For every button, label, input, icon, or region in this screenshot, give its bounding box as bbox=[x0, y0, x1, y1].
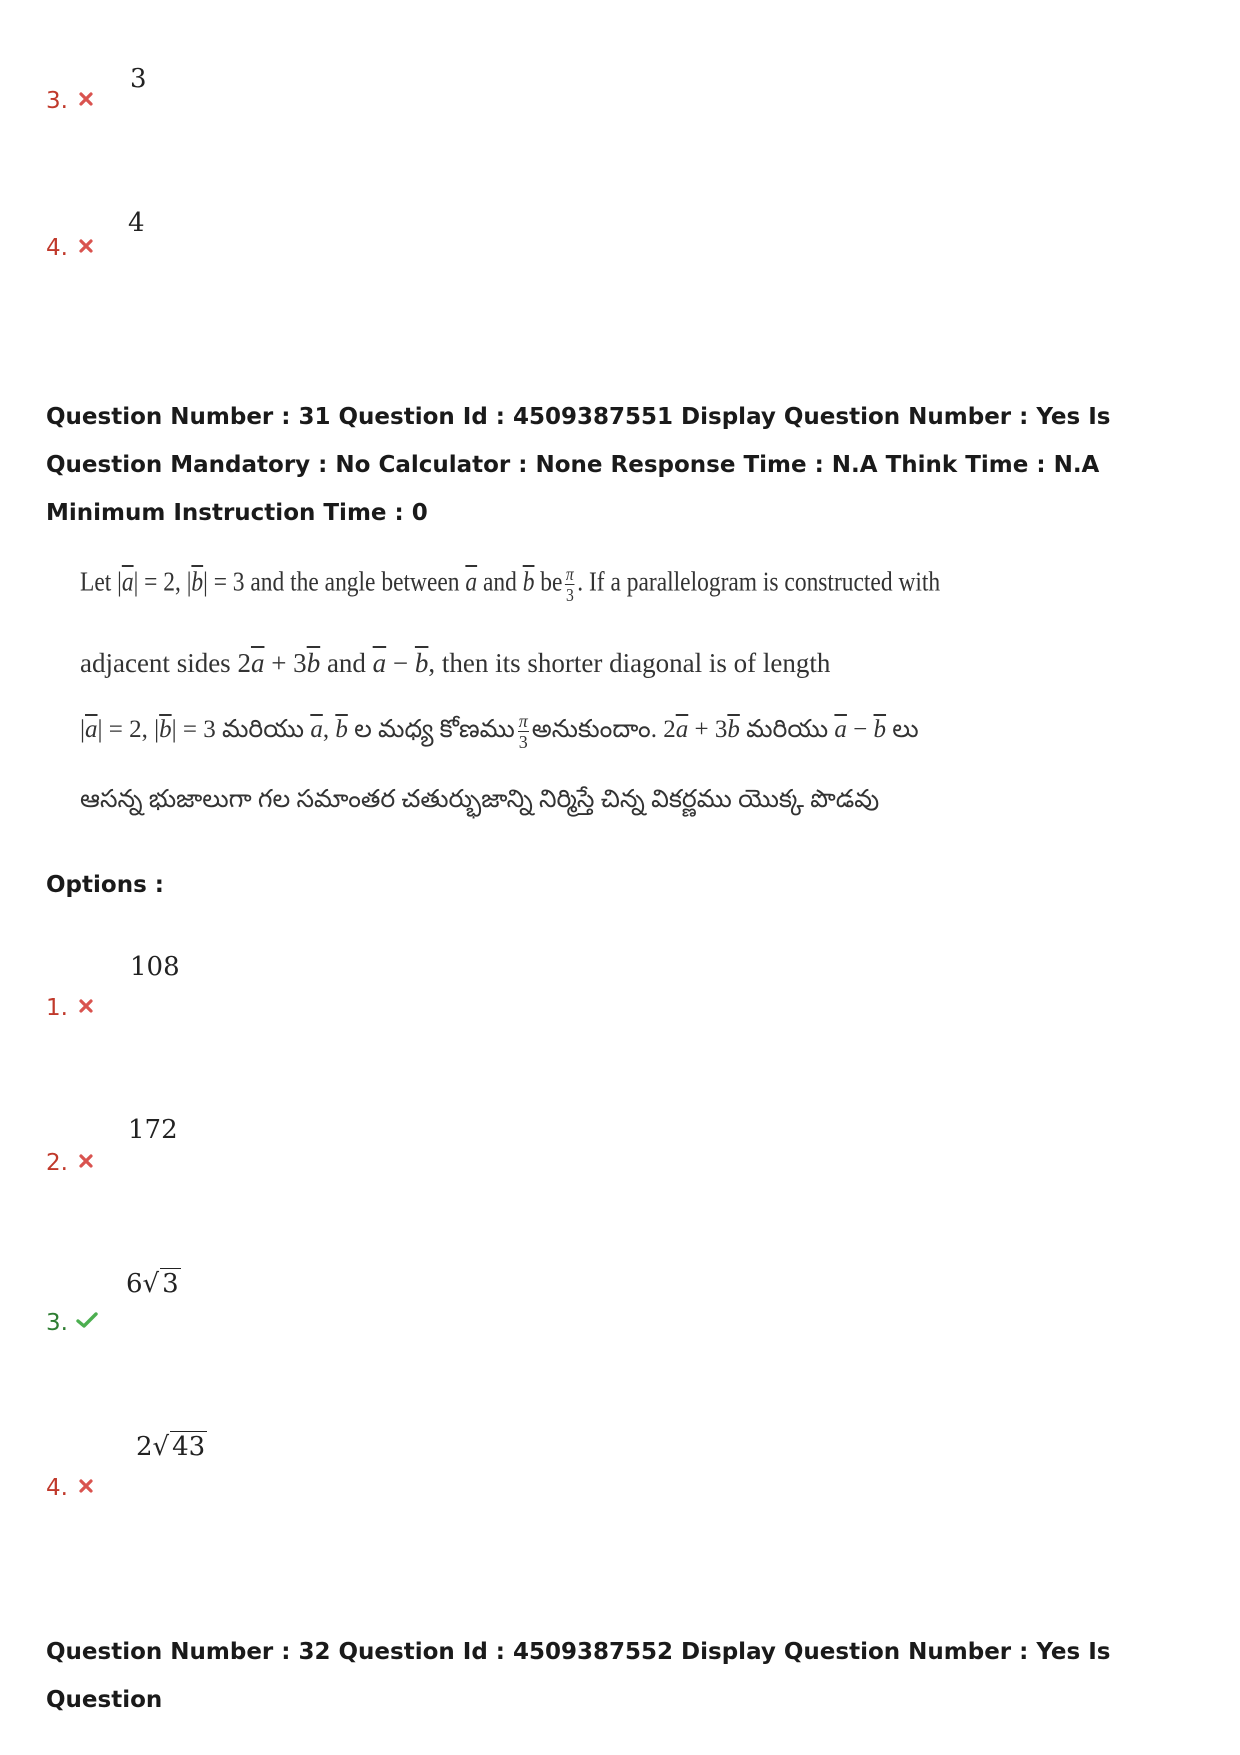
option-4 bbox=[46, 1430, 646, 1580]
options-label: Options : bbox=[46, 872, 164, 898]
option-1 bbox=[46, 950, 646, 1100]
question-text-en-line1: Let $|\overline{a}| = 2$, $|\overline{b}| = 3$ and the angle between $\overline{a}$ and $\overline{b}$ be $\frac{\pi}{3}$ . If a parallelogram is constructed with bbox=[80, 564, 941, 605]
option-value: 172 bbox=[128, 1115, 178, 1145]
check-icon bbox=[76, 1311, 98, 1329]
prev-option-4 bbox=[46, 195, 646, 345]
option-value: 4 bbox=[128, 208, 145, 238]
fraction-pi-over-3: $\frac{\pi}{3}$ bbox=[565, 564, 574, 605]
option-number: 3. bbox=[46, 88, 68, 114]
option-number: 4. bbox=[46, 1475, 68, 1501]
option-number: 4. bbox=[46, 235, 68, 261]
option-value: 2√ 43 bbox=[136, 1432, 206, 1462]
cross-icon bbox=[78, 238, 94, 254]
cross-icon bbox=[78, 91, 94, 107]
question-text-en-line2: adjacent sides $2\overline{a} + 3\overline{b}$ and $\overline{a} - \overline{b}$, then its shorter diagonal is of length bbox=[80, 648, 831, 678]
option-value: 108 bbox=[130, 952, 180, 982]
option-value: 6√ 3 bbox=[126, 1269, 179, 1299]
option-2 bbox=[46, 1112, 646, 1262]
option-number: 1. bbox=[46, 995, 68, 1021]
option-value: 3 bbox=[130, 64, 147, 94]
question-text-te-line1: $|\overline{a}| = 2$, $|\overline{b}| = 3$ మరియు $\overline{a}$, $\overline{b}$ ల మధ్య కోణము $\frac{\pi}{3}$ అనుకుందాం. $2\overline{a} + 3\overline{b}$ మరియు $\overline{a} - \overline{b}$ లు bbox=[80, 711, 919, 752]
option-3 bbox=[46, 1268, 646, 1418]
question-text-te-line2: ఆసన్న భుజాలుగా గల సమాంతర చతుర్భుజాన్ని నిర్మిస్తే చిన్న వికర్ణము యొక్క పొడవు bbox=[80, 786, 880, 813]
fraction-pi-over-3: $\frac{\pi}{3}$ bbox=[518, 711, 528, 752]
question-header: Question Number : 31 Question Id : 4509387551 Display Question Number : Yes Is Question Mandatory : No Calculator : None Response Time : N.A Think Time : N.A Minimum Instruction Time : 0 bbox=[46, 404, 1111, 526]
option-number: 2. bbox=[46, 1150, 68, 1176]
question-header-32: Question Number : 32 Question Id : 4509387552 Display Question Number : Yes Is Question bbox=[46, 1639, 1111, 1713]
cross-icon bbox=[78, 1153, 94, 1169]
prev-option-3 bbox=[46, 50, 646, 200]
option-number: 3. bbox=[46, 1310, 68, 1336]
cross-icon bbox=[78, 1478, 94, 1494]
cross-icon bbox=[78, 998, 94, 1014]
